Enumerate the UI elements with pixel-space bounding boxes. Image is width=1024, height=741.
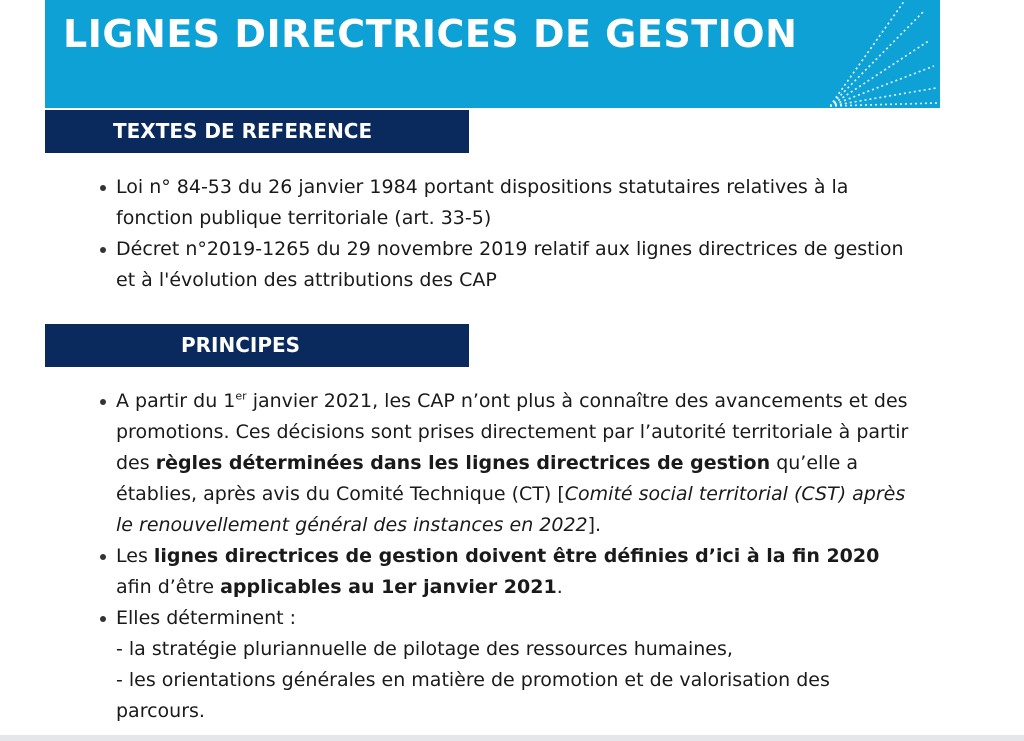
italic-run: Comité social territorial (CST) après le renouvellement général des instances en 2022 (116, 483, 906, 536)
principles-list (100, 386, 920, 727)
text-run: . (556, 576, 563, 598)
list-item: Loi n° 84-53 du 26 janvier 1984 portant dispositions statutaires relatives à la fonction publique territoriale (art. 33-5) (100, 172, 920, 234)
section-header-principes: PRINCIPES (45, 324, 469, 367)
list-item (100, 541, 920, 603)
list-item: Décret n°2019-1265 du 29 novembre 2019 relatif aux lignes directrices de gestion et à l'évolution des attributions des CAP (100, 234, 920, 296)
section-header-textes-de-reference: TEXTES DE REFERENCE (45, 110, 469, 153)
text-run: A partir du 1 (116, 390, 236, 412)
text-run: Les (116, 545, 154, 567)
list-item (100, 386, 920, 541)
bold-run: applicables au 1er janvier 2021 (220, 576, 557, 598)
text-run: qu’elle a établies, après avis du Comité Technique (CT) [ (116, 452, 858, 505)
bold-run: règles déterminées dans les lignes directrices de gestion (155, 452, 771, 474)
bold-run: lignes directrices de gestion doivent être définies d’ici à la fin 2020 (153, 545, 880, 567)
page-title: LIGNES DIRECTRICES DE GESTION (63, 12, 798, 56)
superscript: er (235, 389, 247, 403)
text-run: janvier 2021, les CAP n’ont plus à connaître des avancements et des promotions. Ces décisions sont prises directement par l’autorité territoriale à partir des (116, 390, 909, 474)
list-item (100, 603, 920, 727)
text-run: ]. (587, 514, 602, 536)
sub-item: - les orientations générales en matière de promotion et de valorisation des parcours. (116, 669, 830, 722)
text-run: afin d’être (116, 576, 221, 598)
decorative-rays-icon (830, 0, 940, 108)
title-banner (45, 0, 940, 108)
sub-item: - la stratégie pluriannuelle de pilotage des ressources humaines, (116, 638, 733, 660)
text-run: Elles déterminent : (116, 607, 297, 629)
reference-list (100, 172, 920, 296)
